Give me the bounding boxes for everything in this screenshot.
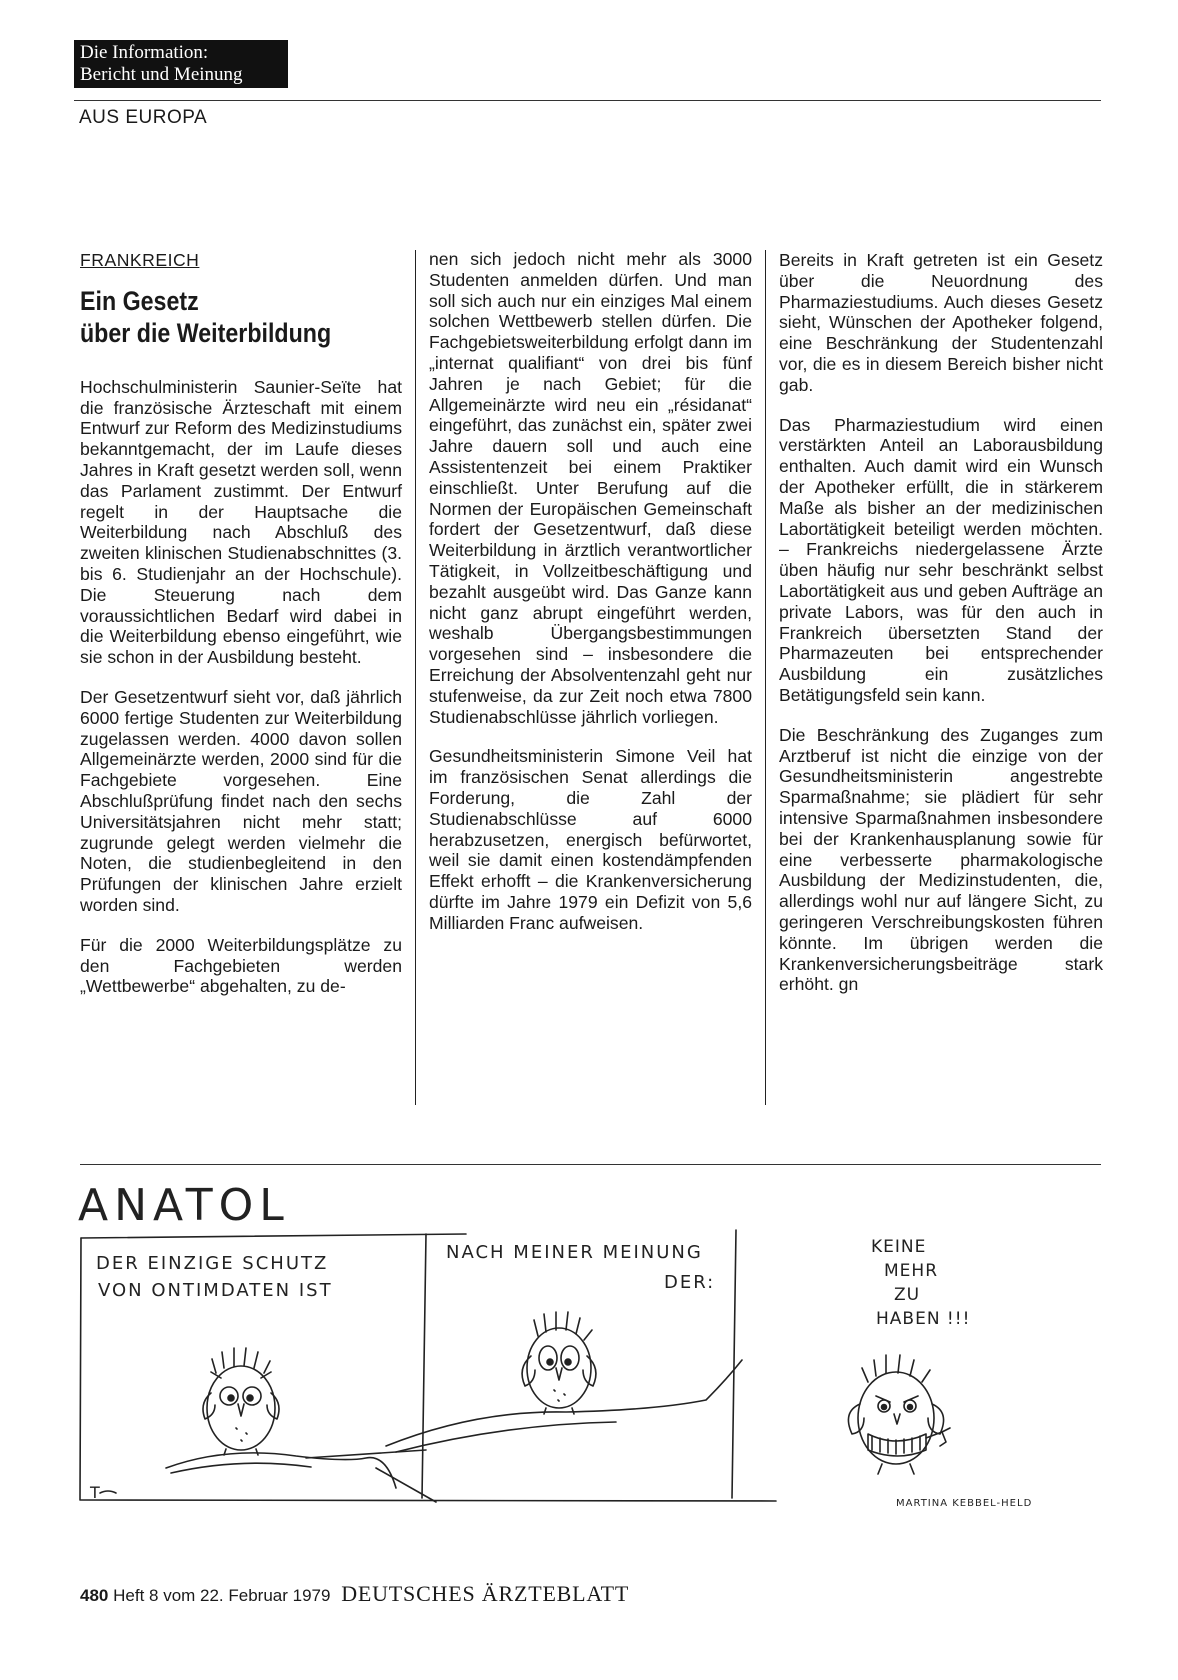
section-badge [74, 40, 288, 88]
panel3-text-4: HABEN !!! [876, 1309, 971, 1329]
paragraph: Hochschulministerin Saunier-Seïte hat die französische Ärzteschaft mit einem Entwurf zur Reform des Medizinstudiums bekanntgemacht, der im Laufe dieses Jahres in Kraft gesetzt werden soll, wenn das Parlament zustimmt. Der Entwurf regelt in der Hauptsache die Weiterbildung nach Abschluß des zweiten klinischen Studienabschnittes (3. bis 6. Studienjahr an der Hochschule). Die Steuerung nach dem voraussichtlichen Bedarf wird dabei in die Weiterbildung ebenso eingeführt, wie sie schon in der Ausbildung besteht. [80, 376, 402, 668]
panel-divider-1 [422, 1234, 426, 1498]
article-kicker: FRANKREICH [80, 250, 200, 270]
panel1-text-1: DER EINZIGE SCHUTZ [96, 1253, 329, 1274]
badge-line-2: Bericht und Meinung [80, 64, 243, 85]
branch-panel-1-lower [171, 1463, 311, 1473]
column-divider [415, 250, 416, 1105]
branch-panel-2 [386, 1360, 742, 1446]
panel-frame-top [81, 1234, 466, 1238]
issue-info: Heft 8 vom 22. Februar 1979 [113, 1586, 331, 1605]
artist-signature: MARTINA KEBBEL-HELD [896, 1498, 1033, 1508]
branch-panel-1 [166, 1453, 396, 1488]
article-column-1 [80, 248, 402, 1016]
artist-mark-left: T [90, 1483, 100, 1502]
column-divider [765, 250, 766, 1105]
comic-rule [80, 1164, 1101, 1165]
headline-line-1: Ein Gesetz [80, 285, 199, 316]
article-column-2 [429, 249, 752, 953]
owl-panel-2 [522, 1312, 596, 1414]
panel1-text-2: VON ONTIMDATEN IST [98, 1280, 333, 1301]
panel-divider-2 [732, 1230, 736, 1498]
panel2-text-2: DER: [664, 1272, 716, 1293]
comic-title: ANATOL [78, 1180, 290, 1231]
paragraph: Der Gesetzentwurf sieht vor, daß jährlich 6000 fertige Studenten zur Weiterbildung zugelassen werden. 4000 davon sollen Allgemeinärzte werden, 2000 sind für die Fachgebiete vorgesehen. Eine Abschlußprüfung findet nach den sechs Universitätsjahren nicht mehr statt; zugrunde gelegt werden vielmehr die Noten, die studienbegleitend in den Prüfungen der klinischen Jahre erzielt worden sind. [80, 686, 402, 915]
comic-strip [76, 1168, 1106, 1508]
paragraph: Für die 2000 Weiterbildungsplätze zu den Fachgebieten werden „Wettbewerbe“ abgehalten, zu de- [80, 934, 402, 997]
panel2-text-1: NACH MEINER MEINUNG [446, 1242, 703, 1263]
journal-name: DEUTSCHES ÄRZTEBLATT [341, 1581, 630, 1606]
paragraph: Die Beschränkung des Zuganges zum Arztberuf ist nicht die einzige von der Gesundheitsministerin angestrebte Sparmaßnahme; sie plädiert für sehr intensive Sparmaßnahmen insbesondere bei der Krankenhausplanung sowie für eine verbesserte pharmakologische Ausbildung der Medizinstudenten, die, allerdings wohl nur auf längere Sicht, zu geringeren Verschreibungskosten führen könnte. Im übrigen werden die Krankenversicherungsbeiträge stark erhöht. gn [779, 724, 1103, 995]
page-number: 480 [80, 1586, 109, 1605]
panel3-text-3: ZU [894, 1285, 921, 1305]
headline-line-2: über die Weiterbildung [80, 317, 332, 348]
badge-line-1: Die Information: [80, 42, 209, 63]
artist-mark-scribble [100, 1491, 116, 1493]
article-column-3 [779, 250, 1103, 1014]
page-footer [80, 1581, 629, 1607]
owl-panel-3 [848, 1355, 950, 1474]
paragraph: nen sich jedoch nicht mehr als 3000 Studenten anmelden dürfen. Und man soll sich auch nur ein einziges Mal einem solchen Wettbewerb stellen dürfen. Die Fachgebietsweiterbildung erfolgt dann im „internat qualifiant“ von drei bis fünf Jahren je nach Gebiet; für die Allgemeinärzte wird neu ein „résidanat“ eingeführt, das zunächst ein, später zwei Jahre dauern soll und auch eine Assistentenzeit bei einem Praktiker einschließt. Unter Berufung auf die Normen der Europäischen Gemeinschaft fordert der Gesetzentwurf, daß diese Weiterbildung in ärztlich verantwortlicher Tätigkeit, in Vollzeitbeschäftigung und bezahlt ausgeübt wird. Das Ganze kann nicht ganz abrupt eingeführt werden, weshalb Übergangsbestimmungen vorgesehen sind – insbesondere die Erreichung der Absolventenzahl geht nur stufenweise, da zur Zeit noch etwa 7800 Studienabschlüsse jährlich vorliegen. [429, 249, 752, 727]
paragraph: Das Pharmaziestudium wird einen verstärkten Anteil an Laborausbildung enthalten. Auch damit wird ein Wunsch der Apotheker erfüllt, die in stärkerem Maße als bisher an der medizinischen Labortätigkeit beteiligt werden möchten. – Frankreichs niedergelassene Ärzte üben häufig nur sehr beschränkt selbst Labortätigkeit aus und geben Aufträge an private Labors, was für den auch in Frankreich übersetzten Stand der Pharmazeuten bei entsprechender Ausbildung ein zusätzliches Betätigungsfeld sein kann. [779, 414, 1103, 705]
owl-panel-1 [203, 1348, 279, 1455]
paragraph: Gesundheitsministerin Simone Veil hat im französischen Senat allerdings die Forderung, die Zahl der Studienabschlüsse auf 6000 herabzusetzen, energisch befürwortet, weil sie damit einen kostendämpfenden Effekt erhofft – die Krankenversicherung dürfte im Jahre 1979 ein Defizit von 5,6 Milliarden Franc aufweisen. [429, 746, 752, 933]
panel3-text-1: KEINE [871, 1237, 927, 1257]
header-rule [74, 100, 1101, 101]
section-label: AUS EUROPA [79, 107, 208, 128]
panel3-text-2: MEHR [884, 1261, 939, 1281]
paragraph: Bereits in Kraft getreten ist ein Gesetz über die Neuordnung des Pharmaziestudiums. Auch dieses Gesetz sieht, Wünschen der Apotheker folgend, eine Beschränkung der Studentenzahl vor, die es in diesem Bereich bisher nicht gab. [779, 250, 1103, 395]
branch-panel-2-lower [396, 1422, 616, 1452]
article-headline [80, 285, 357, 349]
